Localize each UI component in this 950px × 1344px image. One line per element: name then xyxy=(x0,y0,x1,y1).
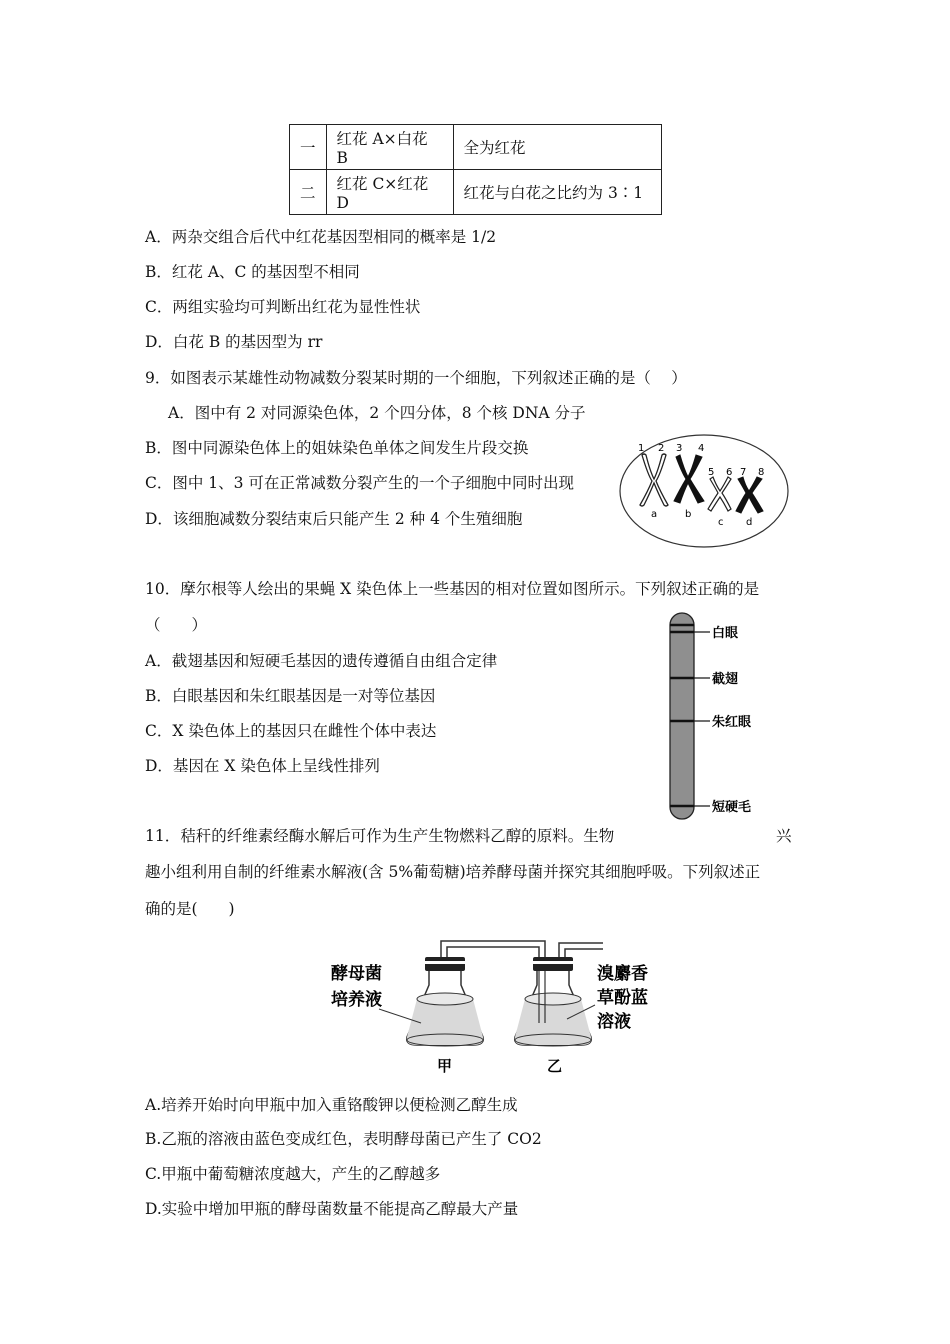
flask-yi xyxy=(515,957,592,1046)
row-number: 二 xyxy=(290,170,327,215)
q8-option-b: B．红花 A、C 的基因型不相同 xyxy=(145,263,360,281)
q10-option-a: A．截翅基因和短硬毛基因的遗传遵循自由组合定律 xyxy=(145,652,498,670)
chromosome-number: 3 xyxy=(676,443,683,454)
q11-option-d: D.实验中增加甲瓶的酵母菌数量不能提高乙醇最大产量 xyxy=(145,1200,519,1218)
chromosome-number: 8 xyxy=(758,467,765,478)
gene-label: 白眼 xyxy=(712,626,739,641)
label-btb: 溴麝香 xyxy=(597,964,648,984)
chromosome-number: 7 xyxy=(740,467,747,478)
q8-option-c: C．两组实验均可判断出红花为显性性状 xyxy=(145,298,421,316)
chromosome-d xyxy=(736,477,763,513)
chromosome-letter: b xyxy=(685,509,692,520)
q8-option-a: A．两杂交组合后代中红花基因型相同的概率是 1/2 xyxy=(145,228,497,246)
cross-cell: 红花 A×白花 B xyxy=(326,125,453,170)
q9-option-c: C．图中 1、3 可在正常减数分裂产生的一个子细胞中同时出现 xyxy=(145,474,574,492)
chromosome-a xyxy=(640,454,668,506)
table-row xyxy=(290,170,662,215)
chromosome-letter: d xyxy=(746,517,753,528)
x-chromosome xyxy=(670,613,694,819)
result-cell: 全为红花 xyxy=(453,125,661,170)
cross-table xyxy=(289,124,662,215)
chromosome-b xyxy=(674,455,704,503)
q11-stem-line1-end: 兴 xyxy=(776,827,792,845)
q9-option-b: B．图中同源染色体上的姐妹染色单体之间发生片段交换 xyxy=(145,439,529,457)
chromosome-number: 1 xyxy=(638,443,645,454)
q11-option-a: A.培养开始时向甲瓶中加入重铬酸钾以便检测乙醇生成 xyxy=(145,1096,518,1114)
chromosome-number: 6 xyxy=(726,467,733,478)
cross-cell: 红花 C×红花 D xyxy=(326,170,453,215)
label-solution: 溶液 xyxy=(597,1012,631,1032)
q11-option-b: B.乙瓶的溶液由蓝色变成红色，表明酵母菌已产生了 CO2 xyxy=(145,1130,542,1148)
chromosome-c xyxy=(708,477,731,511)
table-row xyxy=(290,125,662,170)
row-number: 一 xyxy=(290,125,327,170)
q8-option-d: D．白花 B 的基因型为 rr xyxy=(145,333,323,351)
gene-label: 短硬毛 xyxy=(712,800,752,815)
q9-option-a: A．图中有 2 对同源染色体，2 个四分体，8 个核 DNA 分子 xyxy=(168,404,586,422)
chromosome-number: 4 xyxy=(698,443,705,454)
chromosome-number: 2 xyxy=(658,443,665,454)
chromosome-number: 5 xyxy=(708,467,715,478)
q11-stem-line2: 趣小组利用自制的纤维素水解液(含 5%葡萄糖)培养酵母菌并探究其细胞呼吸。下列叙述正 xyxy=(145,863,761,881)
gene-label: 截翅 xyxy=(712,672,739,687)
meiosis-cell-figure xyxy=(618,433,790,549)
flask-label-yi: 乙 xyxy=(547,1057,563,1075)
q10-option-d: D．基因在 X 染色体上呈线性排列 xyxy=(145,757,380,775)
label-culture: 培养液 xyxy=(331,990,382,1010)
fermentation-apparatus xyxy=(325,935,665,1080)
flask-jia xyxy=(407,957,484,1046)
q9-option-d: D．该细胞减数分裂结束后只能产生 2 种 4 个生殖细胞 xyxy=(145,510,523,528)
q11-stem-line3: 确的是( ) xyxy=(145,900,235,918)
q10-option-c: C．X 染色体上的基因只在雌性个体中表达 xyxy=(145,722,437,740)
label-yeast: 酵母菌 xyxy=(331,964,382,984)
q10-option-b: B．白眼基因和朱红眼基因是一对等位基因 xyxy=(145,687,436,705)
gene-label: 朱红眼 xyxy=(712,715,752,730)
result-cell: 红花与白花之比约为 3∶1 xyxy=(453,170,661,215)
q11-option-c: C.甲瓶中葡萄糖浓度越大，产生的乙醇越多 xyxy=(145,1165,441,1183)
label-btb: 草酚蓝 xyxy=(597,988,648,1008)
q9-stem: 9．如图表示某雄性动物减数分裂某时期的一个细胞，下列叙述正确的是（ ） xyxy=(145,369,687,387)
x-chromosome-figure xyxy=(664,610,774,824)
q10-paren: （ ） xyxy=(145,616,208,634)
q10-stem: 10．摩尔根等人绘出的果蝇 X 染色体上一些基因的相对位置如图所示。下列叙述正确的是 xyxy=(145,580,760,598)
chromosome-letter: a xyxy=(651,509,658,520)
flask-label-jia: 甲 xyxy=(437,1057,453,1075)
q11-stem-line1: 11．秸秆的纤维素经酶水解后可作为生产生物燃料乙醇的原料。生物 xyxy=(145,827,615,845)
chromosome-letter: c xyxy=(718,517,724,528)
